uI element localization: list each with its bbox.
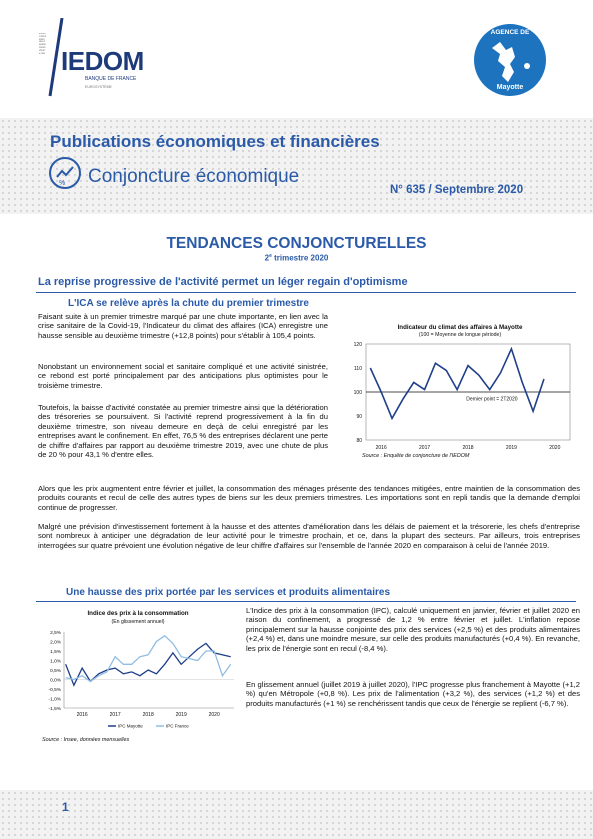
ica-chart: [340, 320, 580, 470]
ipc-chart-subtitle: (En glissement annuel): [111, 619, 165, 625]
iedom-subtitle: BANQUE DE FRANCE: [85, 76, 137, 82]
ipc-y-tick-label: 0,5%: [50, 669, 61, 674]
ica-chart-source: Source : Enquête de conjoncture de l'IEDOM: [362, 453, 470, 459]
ipc-y-tick-label: -0,5%: [48, 688, 61, 693]
section2-title: Une hausse des prix portée par les services et produits alimentaires: [66, 587, 391, 598]
svg-text:%: %: [59, 180, 66, 187]
section1-paragraph-1: Faisant suite à un premier trimestre marqué par une chute importante, en lien avec la crise sanitaire de la Covid-19, l'Indicateur du climat des affaires (ICA) enregistre une hausse sensible au deuxième trimestre (+12,8 points) pour s'établir à 105,4 points.: [38, 312, 328, 340]
ipc-x-tick-label: 2019: [175, 712, 187, 718]
issue-number: N° 635 / Septembre 2020: [390, 184, 524, 196]
main-period: 2e trimestre 2020: [264, 253, 329, 263]
main-title: TENDANCES CONJONCTURELLES: [166, 235, 427, 252]
section1-title: L'ICA se relève après la chute du premier trimestre: [68, 298, 309, 309]
iedom-side-text: Institut d'émission des départements d'outre-mer: [39, 33, 46, 55]
ipc-chart: [38, 606, 238, 746]
ica-y-tick-label: 120: [353, 342, 362, 348]
ipc-series-line-0: [66, 643, 231, 685]
section1-paragraph-5: Malgré une prévision d'investissement fortement à la hausse et des attentes d'amélioration dans les délais de paiement et la trésorerie, les chefs d'entreprise sont nombreux à anticiper une dégradation de leur activité pour le trimestre prochain, et ce, dans la plupart des secteurs. Par ailleurs, trois entreprises interrogées sur quatre prévoient une évolution négative de leur chiffre d'affaires sur l'ensemble de l'année 2020 en comparaison à celui de l'année 2019.: [38, 522, 580, 550]
section2-paragraph-1: L'Indice des prix à la consommation (IPC), calculé uniquement en janvier, février et juillet 2020 en raison du confinement, a progressé de 1,2 % entre février et juillet. L'inflation repose principalement sur la hausse conjointe des prix des services (+2,5 %) et des produits alimentaires (+2,4 %) et, dans une moindre mesure, sur celle des produits manufacturés (+0,4 %). En revanche, les prix de l'énergie sont en recul (-8,4 %).: [246, 606, 580, 653]
section1-paragraph-2: Nonobstant un environnement social et sanitaire compliqué et une activité sinistrée, ce rebond est porté principalement par des anticipations plus optimistes pour le troisième trimestre.: [38, 362, 328, 390]
iedom-subtitle2: EUROSYSTÈME: [85, 85, 112, 89]
section1-paragraph-3: Toutefois, la baisse d'activité constatée au premier trimestre ainsi que la détérioration des trésoreries se poursuivent. Si l'activité reprend progressivement à la fin du deuxième trimestre, son niveau demeure en deçà de celui enregistré par les entreprises avant le confinement. En effet, 76,5 % des entreprises déclarent une perte de chiffre d'affaires par rapport au deuxième trimestre 2019, avec une chute de plus de 20 % pour 43,1 % d'entre elles.: [38, 403, 328, 460]
ipc-x-tick-label: 2016: [76, 712, 88, 718]
footer-pattern: [0, 790, 593, 839]
ica-y-tick-label: 100: [353, 390, 362, 396]
conjoncture-icon: [48, 156, 82, 190]
ipc-chart-plot: [38, 626, 238, 734]
ipc-chart-source: Source : Insee, données mensuelles: [42, 737, 130, 743]
ica-x-tick-label: 2019: [505, 445, 517, 451]
agency-badge-top: AGENCE DE: [490, 29, 530, 36]
ipc-legend-label: IPC France: [166, 723, 189, 729]
ica-chart-subtitle: (100 = Moyenne de longue période): [418, 332, 502, 338]
ica-x-tick-label: 2020: [549, 445, 561, 451]
ica-chart-plot: [340, 338, 580, 456]
ica-y-tick-label: 90: [356, 414, 362, 420]
ipc-y-tick-label: 0,0%: [50, 678, 61, 684]
ica-series-line: [370, 349, 544, 419]
ica-y-tick-label: 110: [354, 366, 362, 372]
publication-subtitle: Conjoncture économique: [88, 166, 300, 187]
ipc-y-tick-label: 2,5%: [50, 631, 61, 636]
iedom-logo: [40, 18, 160, 103]
headline-rule: [36, 292, 576, 293]
ica-chart-title: Indicateur du climat des affaires à Mayotte: [397, 324, 523, 331]
iedom-brand: IEDOM: [61, 46, 144, 76]
page-number: 1: [62, 800, 69, 814]
ipc-y-tick-label: 1,0%: [50, 659, 61, 665]
ipc-x-tick-label: 2020: [208, 712, 220, 718]
ipc-x-tick-label: 2017: [109, 712, 121, 718]
section2-rule: [36, 601, 576, 602]
ipc-chart-title: Indice des prix à la consommation: [87, 610, 189, 617]
ipc-y-tick-label: -1,5%: [48, 707, 61, 712]
ipc-x-tick-label: 2018: [142, 712, 154, 718]
ica-x-tick-label: 2018: [462, 445, 474, 451]
ipc-y-tick-label: 1,5%: [50, 650, 61, 655]
ipc-y-tick-label: -1,0%: [48, 697, 61, 703]
agency-badge-bottom: Mayotte: [496, 84, 524, 91]
section1-paragraph-4: Alors que les prix augmentent entre février et juillet, la consommation des ménages présente des tendances mitigées, entre maintien de la consommation des produits courants et recul de celle des autres types de biens sur les deux premiers trimestres. Les importations sont en repli tandis que la demande d'emploi continue de progresser.: [38, 484, 580, 512]
ica-x-tick-label: 2016: [375, 445, 387, 451]
agency-badge-shape: [472, 12, 548, 110]
ipc-y-tick-label: 2,0%: [50, 640, 61, 646]
ica-y-tick-label: 80: [356, 438, 362, 444]
ica-x-tick-label: 2017: [419, 445, 431, 451]
ica-annotation: Dernier point = 2T2020: [466, 396, 518, 403]
headline: La reprise progressive de l'activité permet un léger regain d'optimisme: [38, 276, 408, 288]
section2-paragraph-2: En glissement annuel (juillet 2019 à juillet 2020), l'IPC progresse plus franchement à Mayotte (+1,2 %) qu'en Métropole (+0,8 %). Les prix de l'alimentation (+3,2 %), des services (+1,2 %) et des produits manufacturés (+1 %) se renchérissent tandis que ceux de l'énergie se replient (-6,7 %).: [246, 680, 580, 708]
ipc-legend-label: IPC Mayotte: [118, 723, 143, 729]
agency-badge: [472, 12, 548, 110]
publication-title: Publications économiques et financières: [50, 132, 380, 151]
